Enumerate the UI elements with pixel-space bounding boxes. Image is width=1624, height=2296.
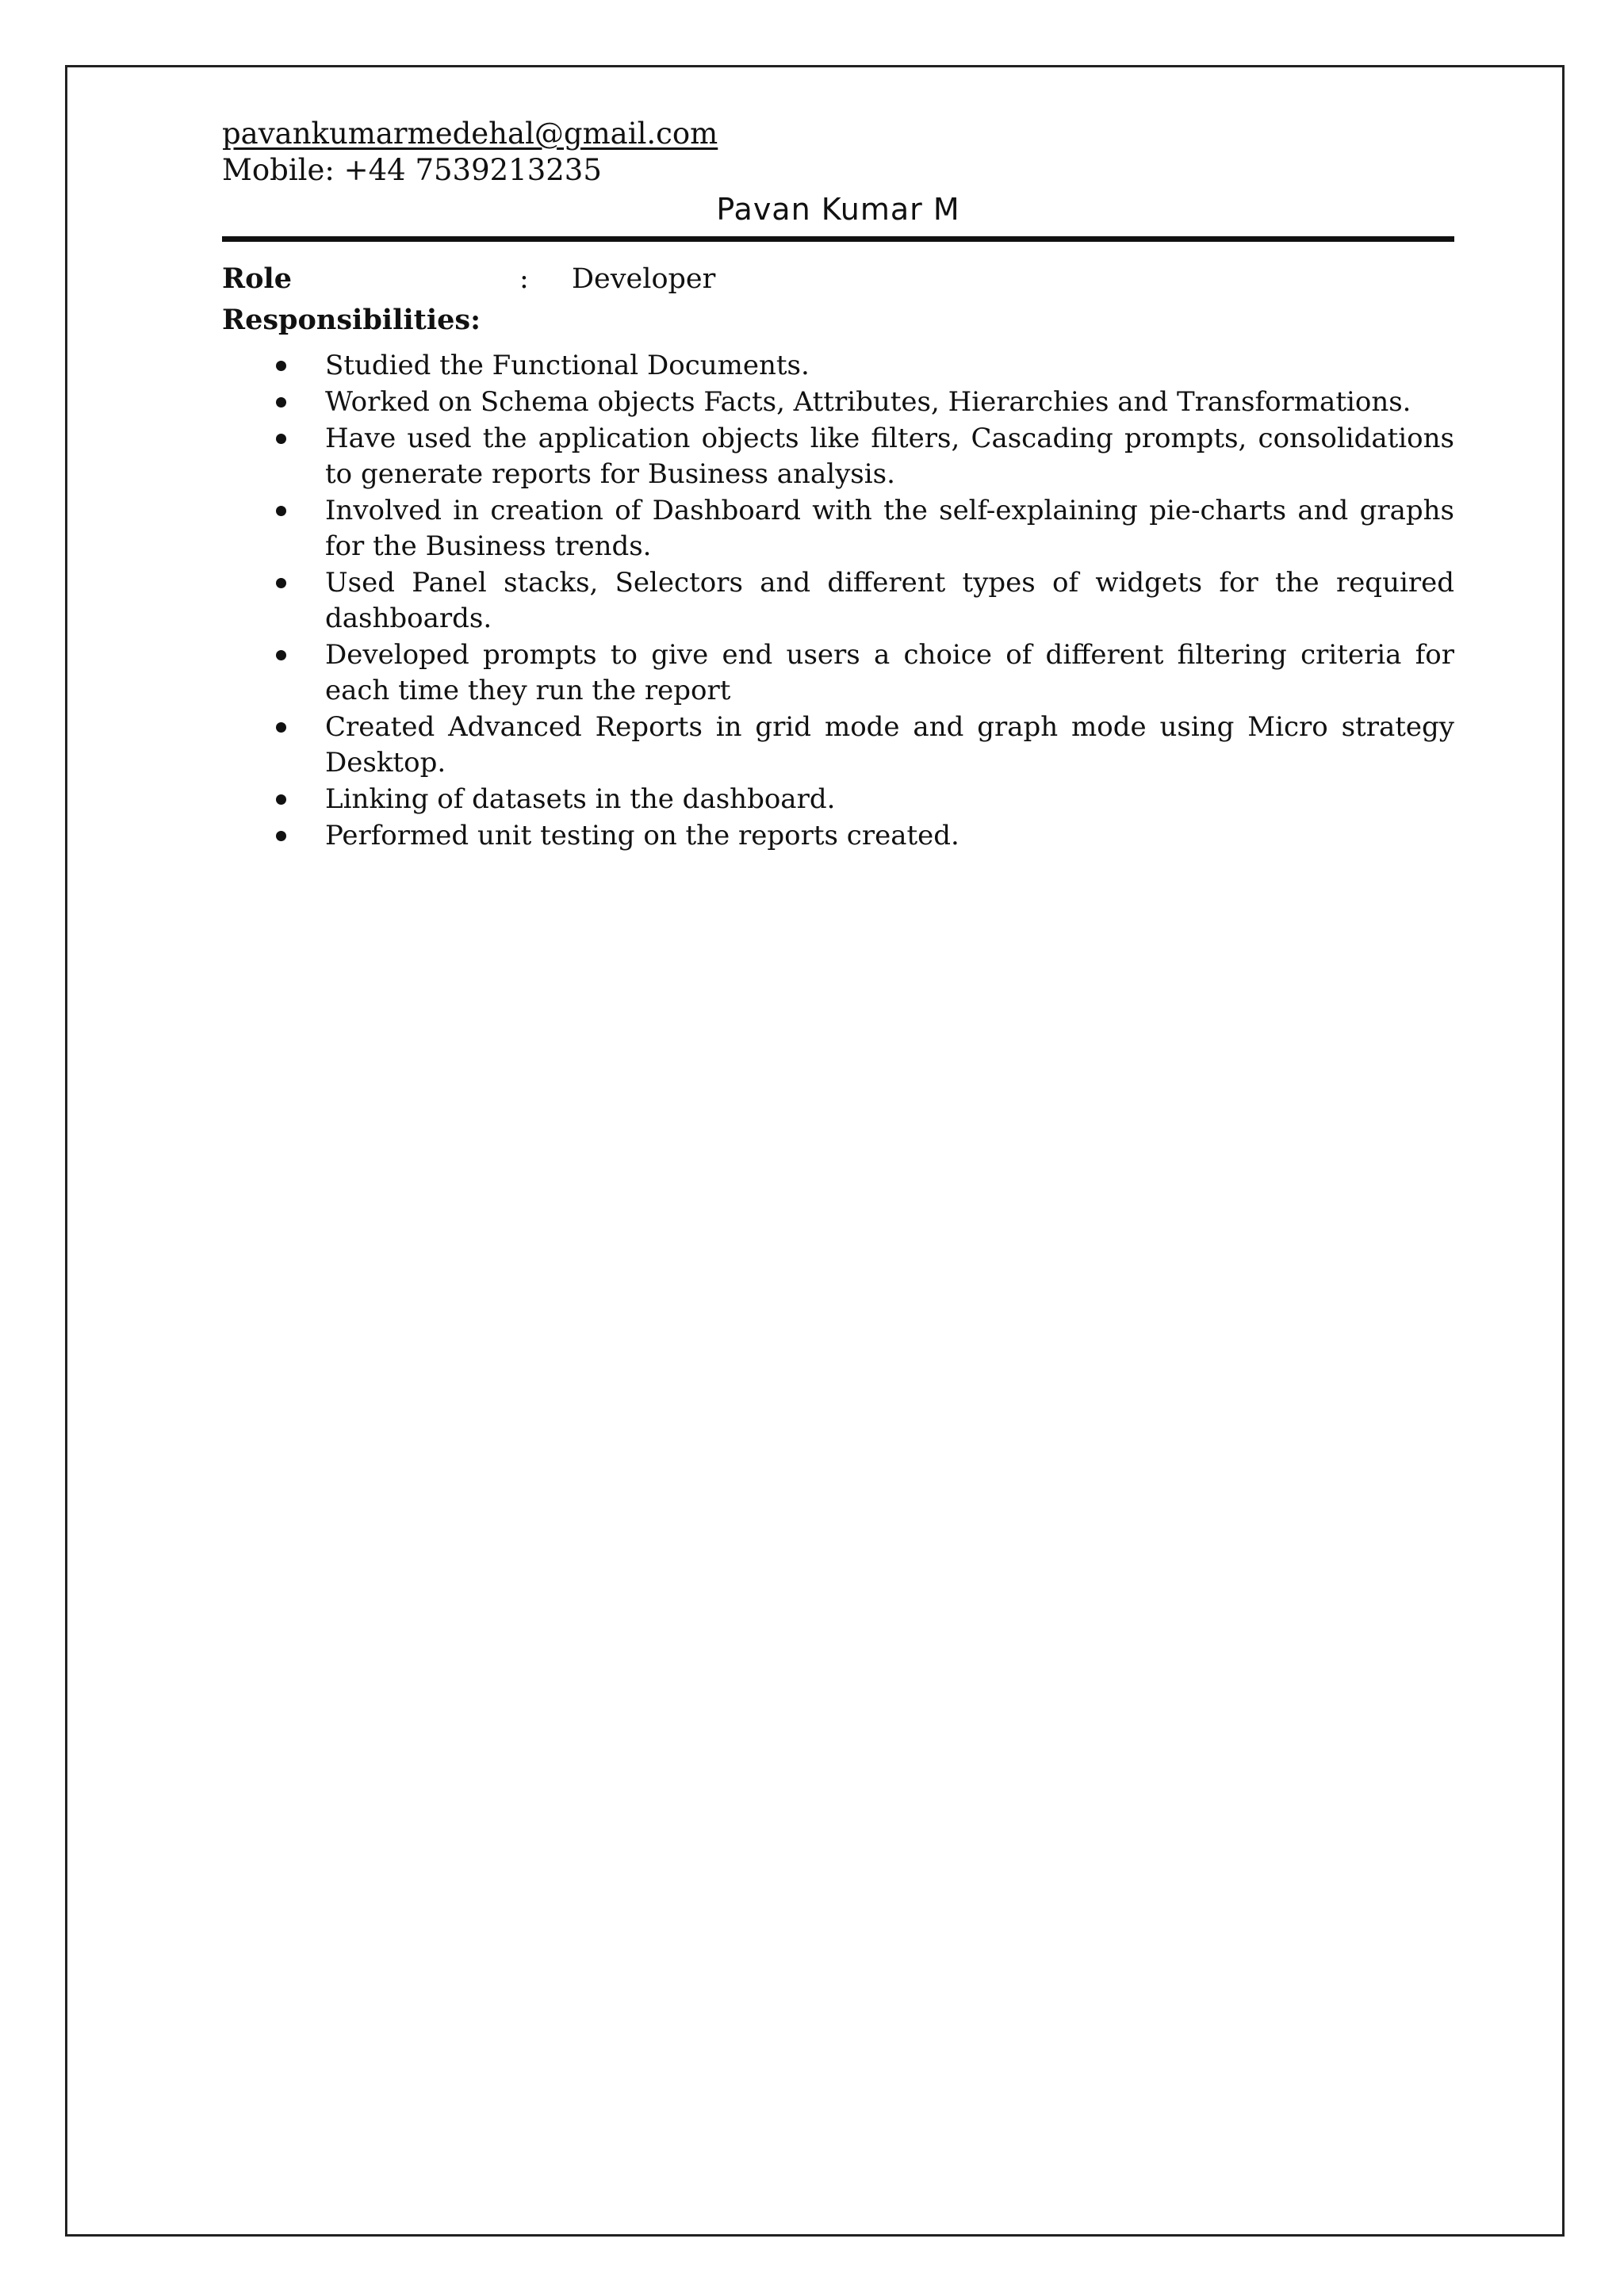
role-value: Developer [572, 263, 716, 295]
contact-block [222, 116, 1454, 189]
list-item [222, 710, 1454, 781]
list-item-text: Worked on Schema objects Facts, Attributes, Hierarchies and Transformations. [325, 386, 1411, 418]
responsibilities-heading: Responsibilities: [222, 304, 481, 336]
bullet-icon [276, 794, 286, 805]
list-item-text: Created Advanced Reports in grid mode and graph mode using Micro strategy Desktop. [325, 711, 1454, 779]
bullet-icon [276, 650, 286, 660]
list-item [222, 348, 1454, 384]
bullet-icon [276, 397, 286, 408]
responsibilities-list [222, 348, 1454, 854]
list-item [222, 385, 1454, 420]
list-item-text: Have used the application objects like filters, Cascading prompts, consolidations to generate reports for Business analysis. [325, 423, 1454, 490]
resume-content [222, 116, 1454, 855]
list-item-text: Used Panel stacks, Selectors and different types of widgets for the required dashboards. [325, 567, 1454, 634]
bullet-icon [276, 578, 286, 588]
list-item [222, 782, 1454, 817]
bullet-icon [276, 831, 286, 841]
role-separator: : [519, 263, 529, 295]
bullet-icon [276, 722, 286, 733]
role-label: Role [222, 262, 292, 295]
list-item-text: Performed unit testing on the reports created. [325, 820, 959, 851]
candidate-name: Pavan Kumar M [716, 192, 960, 227]
list-item-text: Developed prompts to give end users a choice of different filtering criteria for each time they run the report [325, 639, 1454, 706]
bullet-icon [276, 361, 286, 371]
list-item [222, 421, 1454, 492]
bullet-icon [276, 434, 286, 444]
list-item [222, 493, 1454, 564]
list-item-text: Studied the Functional Documents. [325, 350, 810, 381]
mobile-number: Mobile: +44 7539213235 [222, 153, 602, 187]
header-divider [222, 236, 1454, 242]
email-link[interactable]: pavankumarmedehal@gmail.com [222, 117, 718, 151]
list-item-text: Involved in creation of Dashboard with the self-explaining pie-charts and graphs for the Business trends. [325, 495, 1454, 562]
list-item-text: Linking of datasets in the dashboard. [325, 783, 836, 815]
list-item [222, 565, 1454, 637]
list-item [222, 818, 1454, 854]
role-row [222, 259, 1454, 299]
bullet-icon [276, 506, 286, 516]
list-item [222, 637, 1454, 709]
